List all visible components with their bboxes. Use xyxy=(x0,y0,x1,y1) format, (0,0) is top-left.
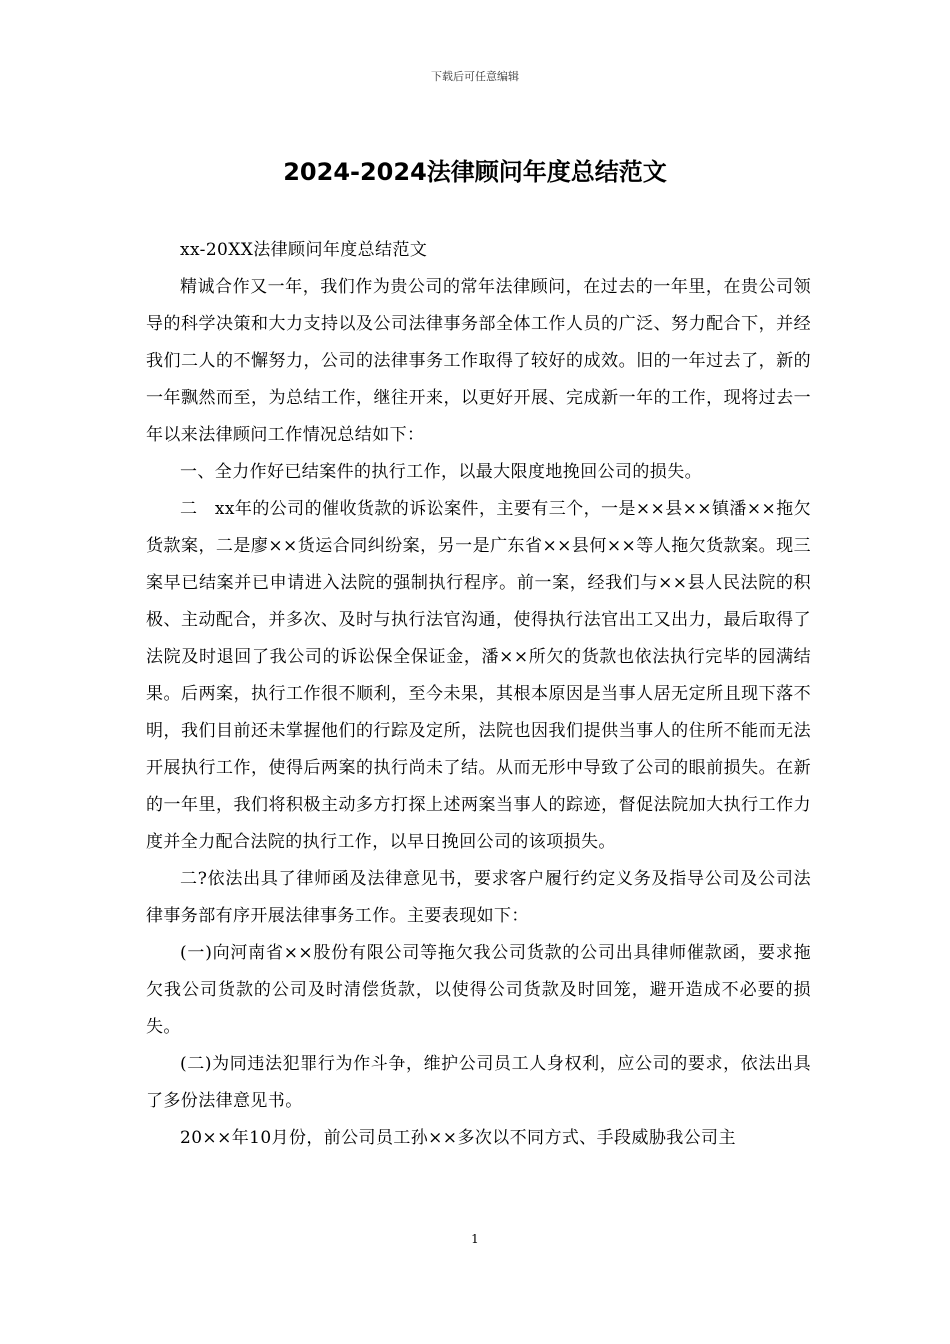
paragraph-subtitle: xx-20XX法律顾问年度总结范文 xyxy=(180,240,428,260)
paragraph: 精诚合作又一年，我们作为贵公司的常年法律顾问，在过去的一年里，在贵公司领导的科学决策和大力支持以及公司法律事务部全体工作人员的广泛、努力配合下，并经我们二人的不懈努力，公司的法律事务工作取得了较好的成效。旧的一年过去了，新的一年飘然而至，为总结工作，继往开来，以更好开展、完成新一年的工作，现将过去一年以来法律顾问工作情况总结如下： xyxy=(146,277,811,445)
paragraph: 20××年10月份，前公司员工孙××多次以不同方式、手段威胁我公司主 xyxy=(180,1128,736,1148)
paragraph: 二?依法出具了律师函及法律意见书，要求客户履行约定义务及指导公司及公司法律事务部有序开展法律事务工作。主要表现如下： xyxy=(146,869,811,926)
document-title: 2024-2024法律顾问年度总结范文 xyxy=(283,158,667,186)
paragraph: 二 xx年的公司的催收货款的诉讼案件，主要有三个，一是××县××镇潘××拖欠货款案，二是廖××货运合同纠纷案，另一是广东省××县何××等人拖欠货款案。现三案早已结案并已申请进入法院的强制执行程序。前一案，经我们与××县人民法院的积极、主动配合，并多次、及时与执行法官沟通，使得执行法官出工又出力，最后取得了法院及时退回了我公司的诉讼保全保证金，潘××所欠的货款也依法执行完毕的园满结果。后两案，执行工作很不顺利，至今未果，其根本原因是当事人居无定所且现下落不明，我们目前还未掌握他们的行踪及定所，法院也因我们提供当事人的住所不能而无法开展执行工作，使得后两案的执行尚未了结。从而无形中导致了公司的眼前损失。在新的一年里，我们将积极主动多方打探上述两案当事人的踪迹，督促法院加大执行工作力度并全力配合法院的执行工作，以早日挽回公司的该项损失。 xyxy=(146,499,811,852)
paragraph: 一、全力作好已结案件的执行工作，以最大限度地挽回公司的损失。 xyxy=(180,462,702,482)
document-body xyxy=(146,232,811,1157)
header-note: 下载后可任意编辑 xyxy=(431,70,519,83)
paragraph: (一)向河南省××股份有限公司等拖欠我公司货款的公司出具律师催款函，要求拖欠我公司货款的公司及时清偿货款，以使得公司货款及时回笼，避开造成不必要的损失。 xyxy=(146,943,811,1037)
page-number: 1 xyxy=(471,1232,479,1246)
paragraph: (二)为同违法犯罪行为作斗争，维护公司员工人身权利，应公司的要求，依法出具了多份法律意见书。 xyxy=(146,1054,811,1111)
